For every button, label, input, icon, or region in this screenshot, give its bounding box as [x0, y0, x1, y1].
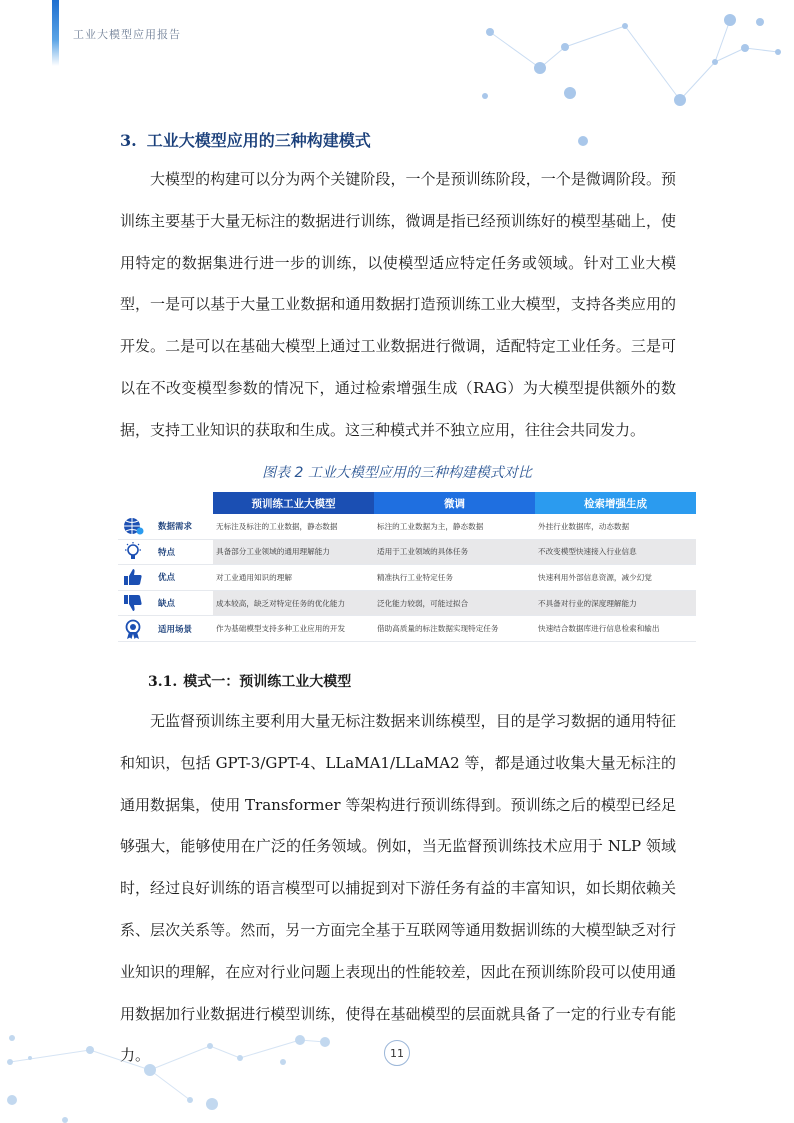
section-heading — [120, 128, 371, 151]
badge-icon — [118, 618, 148, 640]
row-label: 适用场景 — [158, 624, 193, 635]
section-title: 工业大模型应用的三种构建模式 — [146, 131, 371, 150]
table-cell: 作为基础模型支持多种工业应用的开发 — [216, 624, 346, 634]
table-row-data-requirement — [118, 514, 696, 540]
row-label-cell — [118, 540, 213, 565]
table-cell: 对工业通用知识的理解 — [216, 572, 292, 582]
table-row-use-cases — [118, 616, 696, 642]
comparison-table — [118, 492, 696, 642]
table-cell: 具备部分工业领域的通用理解能力 — [216, 547, 330, 557]
column-header-pretrain: 预训练工业大模型 — [213, 492, 374, 514]
figure-caption: 图表 2 工业大模型应用的三种构建模式对比 — [262, 465, 532, 481]
subsection-paragraph: 无监督预训练主要利用大量无标注数据来训练模型，目的是学习数据的通用特征和知识，包括 GPT-3/GPT-4、LLaMA1/LLaMA2 等，都是通过收集大量无标注的通用数据集，使用 Transformer 等架构进行预训练得到。预训练之后的模型已经足够强大，能够使用在广泛的任务领域。例如，当无监督预训练技术应用于 NLP 领域时，经过良好训练的语言模型可以捕捉到对下游任务有益的丰富知识，如长期依赖关系、层次关系等。然而，另一方面完全基于互联网等通用数据训练的大模型缺乏对行业知识的理解，在应对行业问题上表现出的性能较差，因此在预训练阶段可以使用通用数据加行业数据进行模型训练，使得在基础模型的层面就具备了一定的行业专有能力。 — [120, 712, 676, 1065]
subsection-heading — [148, 671, 351, 691]
lightbulb-icon — [118, 541, 148, 563]
subsection-number: 3.1. — [148, 674, 178, 690]
table-cell: 标注的工业数据为主，静态数据 — [377, 521, 484, 531]
table-cell: 成本较高，缺乏对特定任务的优化能力 — [216, 598, 346, 608]
row-label-cell — [118, 591, 213, 616]
table-cell: 不改变模型快速接入行业信息 — [538, 547, 637, 557]
row-cells — [213, 514, 696, 539]
thumbs-down-icon — [118, 592, 148, 614]
table-row-disadvantages — [118, 591, 696, 617]
row-cells — [213, 591, 696, 616]
thumbs-up-icon — [118, 566, 148, 588]
row-label: 缺点 — [158, 599, 176, 610]
table-cell: 快速利用外部信息资源，减少幻觉 — [538, 572, 652, 582]
section-number: 3. — [120, 131, 137, 150]
header-accent-bar — [52, 0, 59, 66]
row-label-cell — [118, 616, 213, 641]
decorative-dots-top-right — [430, 0, 794, 160]
table-cell: 借助高质量的标注数据实现特定任务 — [377, 624, 499, 634]
table-cell: 快速结合数据库进行信息检索和输出 — [538, 624, 660, 634]
table-row-characteristics — [118, 540, 696, 566]
table-row-advantages — [118, 565, 696, 591]
running-header: 工业大模型应用报告 — [73, 28, 181, 41]
table-cell: 外挂行业数据库，动态数据 — [538, 521, 630, 531]
table-header-row — [118, 492, 696, 514]
section-paragraph: 大模型的构建可以分为两个关键阶段，一个是预训练阶段，一个是微调阶段。预训练主要基于大量无标注的数据进行训练，微调是指已经预训练好的模型基础上，使用特定的数据集进行进一步的训练，以使模型适应特定任务或领域。针对工业大模型，一是可以基于大量工业数据和通用数据打造预训练工业大模型，支持各类应用的开发。二是可以在基础大模型上通过工业数据进行微调，适配特定工业任务。三是可以在不改变模型参数的情况下，通过检索增强生成（RAG）为大模型提供额外的数据，支持工业知识的获取和生成。这三种模式并不独立应用，往往会共同发力。 — [120, 170, 676, 439]
row-cells — [213, 616, 696, 641]
globe-gear-icon — [118, 515, 148, 537]
row-cells — [213, 565, 696, 590]
row-label-cell — [118, 514, 213, 539]
page-number: 11 — [384, 1040, 410, 1066]
header-corner — [118, 492, 213, 514]
table-cell: 精准执行工业特定任务 — [377, 572, 453, 582]
subsection-title: 模式一：预训练工业大模型 — [183, 674, 352, 690]
row-label: 数据需求 — [158, 522, 193, 533]
column-header-rag: 检索增强生成 — [535, 492, 696, 514]
row-label-cell — [118, 565, 213, 590]
row-cells — [213, 540, 696, 565]
table-cell: 泛化能力较弱，可能过拟合 — [377, 598, 469, 608]
table-cell: 无标注及标注的工业数据，静态数据 — [216, 521, 338, 531]
column-header-finetune: 微调 — [374, 492, 535, 514]
row-label: 特点 — [158, 547, 176, 558]
row-label: 优点 — [158, 573, 176, 584]
table-cell: 适用于工业领域的具体任务 — [377, 547, 469, 557]
table-cell: 不具备对行业的深度理解能力 — [538, 598, 637, 608]
